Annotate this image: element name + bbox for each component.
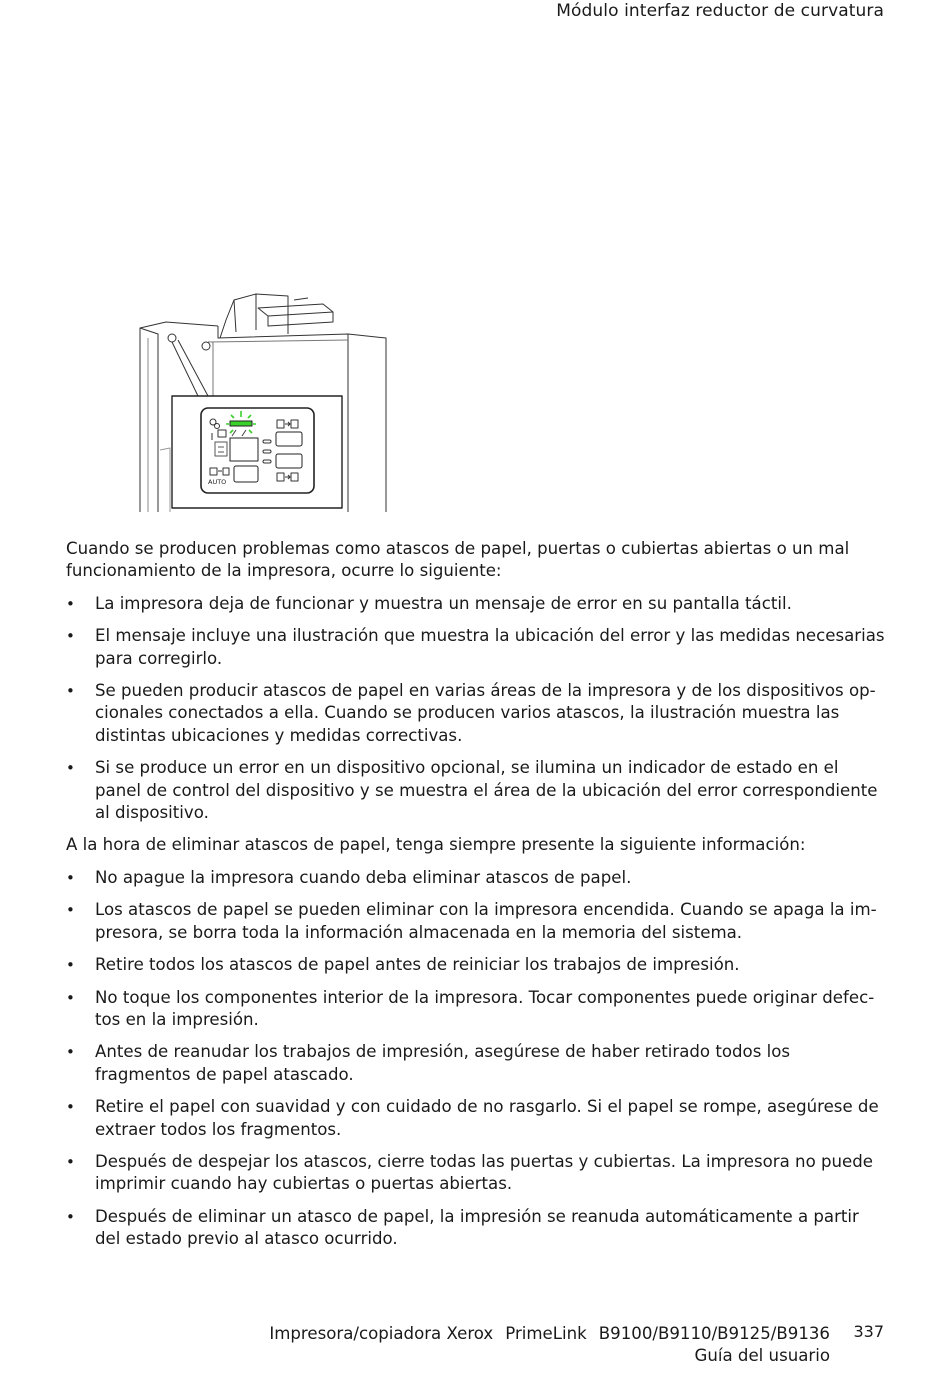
list-item: • Después de eliminar un atasco de papel, la impresión se reanuda automáticamente a partir del estado previo al atasco ocurrido. [66, 1206, 886, 1251]
running-header: Módulo interfaz reductor de curvatura [556, 1, 884, 21]
list-item: • Retire el papel con suavidad y con cuidado de no rasgarlo. Si el papel se rompe, asegúrese de extraer todos los fragmentos. [66, 1096, 886, 1141]
jam-effects-list [66, 593, 886, 825]
list-item: • No toque los componentes interior de la impresora. Tocar componentes puede originar defectos en la impresión. [66, 987, 886, 1032]
list-item: • El mensaje incluye una ilustración que muestra la ubicación del error y las medidas necesarias para corregirlo. [66, 625, 886, 670]
footer-product-info [269, 1323, 830, 1367]
list-item: • Si se produce un error en un dispositivo opcional, se ilumina un indicador de estado en el panel de control del dispositivo y se muestra el área de la ubicación del error correspondiente al dispositivo. [66, 757, 886, 824]
list-item: • Los atascos de papel se pueden eliminar con la impresora encendida. Cuando se apaga la impresora, se borra toda la información almacenada en la memoria del sistema. [66, 899, 886, 944]
page-footer [66, 1323, 886, 1371]
list-item: • La impresora deja de funcionar y muestra un mensaje de error en su pantalla táctil. [66, 593, 886, 615]
intro-paragraph: Cuando se producen problemas como atascos de papel, puertas o cubiertas abiertas o un mal funcionamiento de la impresora, ocurre lo siguiente: [66, 539, 850, 581]
list-item: • Antes de reanudar los trabajos de impresión, asegúrese de haber retirado todos los fragmentos de papel atascado. [66, 1041, 886, 1086]
guidance-paragraph: A la hora de eliminar atascos de papel, tenga siempre presente la siguiente información: [66, 835, 806, 855]
list-item: • No apague la impresora cuando deba eliminar atascos de papel. [66, 867, 886, 889]
list-item: • Se pueden producir atascos de papel en varias áreas de la impresora y de los dispositivos opcionales conectados a ella. Cuando se producen varios atascos, la ilustración muestra las distintas ubicaciones y medidas correctivas. [66, 680, 886, 747]
footer-product-line: PrimeLink [505, 1324, 587, 1343]
page-number: 337 [853, 1322, 884, 1341]
list-item: • Después de despejar los atascos, cierre todas las puertas y cubiertas. La impresora no puede imprimir cuando hay cubiertas o puertas abiertas. [66, 1151, 886, 1196]
footer-product-name: Impresora/copiadora Xerox [269, 1324, 494, 1343]
main-content [66, 538, 886, 1261]
jam-guidance-list [66, 867, 886, 1251]
footer-guide-title: Guía del usuario [694, 1346, 830, 1365]
list-item: • Retire todos los atascos de papel antes de reiniciar los trabajos de impresión. [66, 954, 886, 976]
auto-label: AUTO [208, 478, 227, 486]
footer-product-models: B9100/B9110/B9125/B9136 [598, 1324, 830, 1343]
device-control-panel-illustration [138, 290, 388, 514]
